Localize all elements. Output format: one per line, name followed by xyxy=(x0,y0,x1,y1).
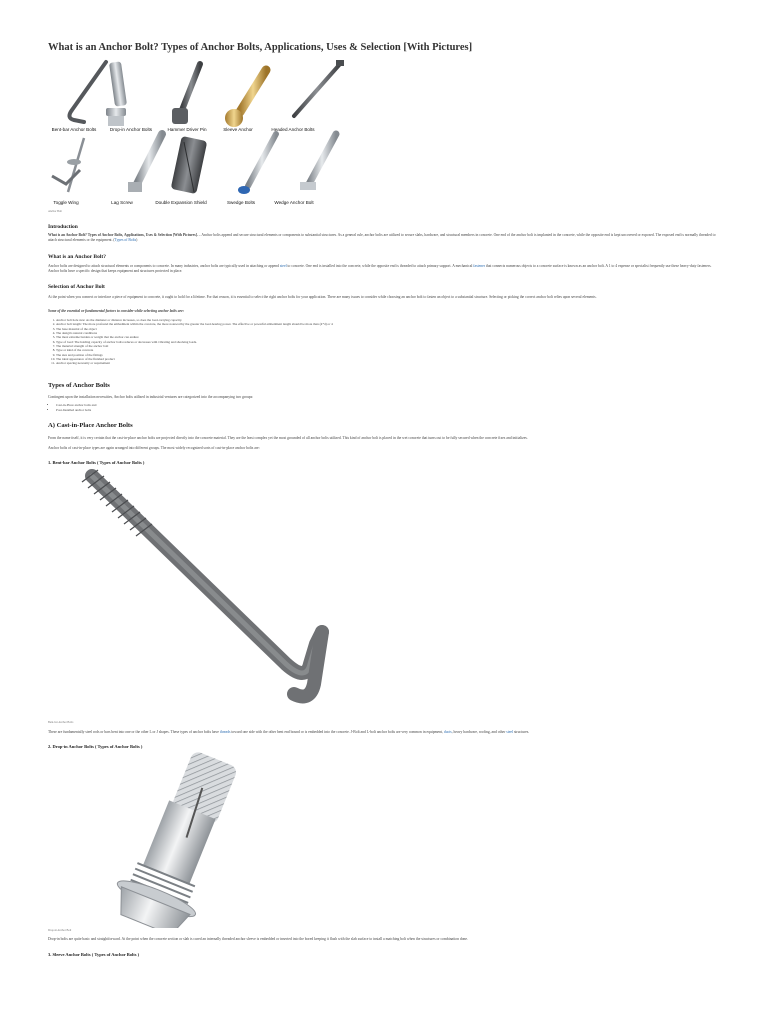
label-double-expansion-shield: Double Expansion Shield xyxy=(155,200,207,205)
list-item: 3. The base material of the object xyxy=(56,327,688,331)
bent-bar-heading: 1. Bent-bar Anchor Bolts ( Types of Anchor Bolts ) xyxy=(48,460,145,465)
bent-bar-text-2: toward one side with the other bent end bound or is embedded into the concrete. J-Bolt and L-bolt anchor bolts are very common in equipment, xyxy=(230,730,444,734)
list-item: 4. The design's natural conditions xyxy=(56,331,688,335)
label-hammer-driver-pin: Hammer Driver Pin xyxy=(167,127,207,132)
cast-in-place-heading: A) Cast-in-Place Anchor Bolts xyxy=(48,422,133,429)
list-item: 2. Anchor bolt length: The more profound the embedment within the concrete, the more noteworthy the greater the load-bearing power. The effective or powerful embedment length should be more than (4*d) or 4 xyxy=(56,322,688,326)
bent-bar-text-1: These are fundamentally steel rods or bars bent into one or the other L or J shapes. These types of anchor bolts have xyxy=(48,730,220,734)
sleeve-heading: 3. Sleeve Anchor Bolts ( Types of Anchor Bolts ) xyxy=(48,952,140,957)
hero-caption: Anchor Bolt xyxy=(48,210,62,213)
what-text-1: Anchor bolts are designed to attach structural elements or components to concrete. In many industries, anchor bolts are typically used in attaching or append xyxy=(48,264,280,268)
wedge-anchor-bolt-icon xyxy=(300,134,336,190)
anchor-bolt-collage xyxy=(44,58,354,210)
drop-in-paragraph: Drop-in bolts are quite basic and straightforward. At the point when the concrete section or slab is cured an internally threaded anchor sleeve is embedded or inserted into the bored keeping it flush with the slab surface to install a matching bolt when the structures or combination done. xyxy=(48,937,468,941)
list-item: • Cast-in-Place anchor bolts and xyxy=(56,403,348,408)
list-item: 11. Anchor spacing necessity or requirement xyxy=(56,361,688,365)
threads-link[interactable]: threads xyxy=(219,730,231,734)
double-expansion-shield-icon xyxy=(171,136,208,194)
label-wedge-anchor-bolt: Wedge Anchor Bolt xyxy=(274,200,314,205)
label-sleeve-anchor: Sleeve Anchor xyxy=(223,127,253,132)
bent-bar-text-3: , heavy hardware, roofing, and other xyxy=(451,730,507,734)
drop-in-anchor-icon xyxy=(106,61,127,126)
what-text-3: that connects numerous objects to a concrete surface is known as an anchor bolt. A 1 to 4 expense or specialist frequently use these heavy-duty fasteners. Anchor bolts have a specific design that keeps equipment and structures protected in place. xyxy=(48,264,712,273)
label-bent-bar-anchor-bolts: Bent-bar Anchor Bolts xyxy=(51,127,97,132)
lag-screw-icon xyxy=(128,134,162,192)
headed-anchor-bolt-icon xyxy=(294,60,344,116)
drop-in-anchor-image xyxy=(48,752,288,928)
types-paragraph: Contingent upon the installation necessities, Anchor bolts utilized in industrial ventures are categorized into the accompanying two groups: xyxy=(48,395,254,399)
what-paragraph xyxy=(48,264,720,274)
factors-list xyxy=(48,318,688,366)
types-of-bolts-link[interactable]: Types of Bolts xyxy=(114,238,137,242)
bent-bar-bolt-icon xyxy=(69,62,106,122)
fastener-link[interactable]: fastener xyxy=(473,264,485,268)
drop-in-caption: Drop-in Anchor Bolt xyxy=(48,929,72,932)
selection-paragraph: At the point when you connect or interface a piece of equipment to concrete, it ought to hold for a lifetime. For that reason, it is essential to select the right anchor bolts for your application. There are many issues to consider while choosing an anchor bolt to fasten an object to a substantial structure. Selecting or picking the correct anchor bolt relies upon several elements. xyxy=(48,295,597,299)
toggle-wing-icon xyxy=(52,138,84,192)
steel-link[interactable]: steel xyxy=(279,264,287,268)
sleeve-anchor-icon xyxy=(225,70,266,127)
cast-in-place-paragraph-2: Anchor bolts of cast-in-place types are again arranged into different groups. The most widely recognized sorts of cast-in-place anchor bolts are: xyxy=(48,446,260,450)
factors-list-wrap xyxy=(48,318,688,366)
groups-list-wrap xyxy=(48,403,348,412)
bent-bar-bolt-image xyxy=(48,468,348,718)
what-text-2: to concrete. One end is installed into the concrete, while the opposite end is threaded to attach primary support. A mechanical xyxy=(286,264,474,268)
label-toggle-wing: Toggle Wing xyxy=(53,200,79,205)
label-headed-anchor-bolts: Headed Anchor Bolts xyxy=(271,127,315,132)
intro-paragraph xyxy=(48,233,720,243)
hammer-driver-pin-icon xyxy=(172,64,200,124)
intro-heading: Introduction xyxy=(48,224,78,230)
drop-in-heading: 2. Drop-in Anchor Bolts ( Types of Anchor Bolts ) xyxy=(48,744,143,749)
label-drop-in-anchor-bolts: Drop-in Anchor Bolts xyxy=(109,127,153,132)
cast-in-place-paragraph-1: From the name itself, it is very certain that the cast-in-place anchor bolts are projected directly into the concrete material. They are the least complex yet the most grounded of all anchor bolts utilized. This kind of anchor bolt is placed in the wet concrete that turns out to be fully secured when the concrete fixes and initializes. xyxy=(48,436,528,440)
bent-bar-caption: Bent-bar Anchor Bolts xyxy=(48,721,74,724)
intro-lead: What is an Anchor Bolt? Types of Anchor Bolts, Applications, Uses & Selection [With Pictures]. xyxy=(48,233,198,237)
list-item: 10. The ideal appearance of the finished product xyxy=(56,357,688,361)
bent-bar-paragraph xyxy=(48,730,720,735)
factors-heading: Some of the essential or fundamental factors to consider while selecting anchor bolts are: xyxy=(48,309,184,313)
label-lag-screw: Lag Screw xyxy=(111,200,133,205)
intro-tail: ) xyxy=(136,238,138,242)
list-item: 1. Anchor bolt hole size: As the diameter or distance increases, so does the load-carrying capacity. xyxy=(56,318,688,322)
list-item: 8. Type or kind of the concrete xyxy=(56,348,688,352)
list-item: 6. Type of load: The holding capacity of anchor bolts reduces or decreases with vibrating and shocking loads. xyxy=(56,340,688,344)
ducts-link[interactable]: ducts xyxy=(443,730,452,734)
list-item: 5. The most extreme burden or weight that the anchor can endure xyxy=(56,335,688,339)
steel-structures-link[interactable]: steel xyxy=(506,730,514,734)
list-item: • Post-Installed anchor bolts xyxy=(56,408,348,413)
list-item: 9. The size and position of the fittings xyxy=(56,353,688,357)
list-item: 7. The material strength of the anchor bolt xyxy=(56,344,688,348)
groups-list xyxy=(48,403,348,412)
intro-text: – Anchor bolts append and secure structural elements or components to substantial structures. As a general rule, anchor bolts are utilized to secure slabs, hardware, and structural members in concrete. One end of the anchor bolt is implanted in the concrete, while the opposite end is kept uncovered or exposed. The exposed end is normally threaded to attach structural elements or the equipment. ( xyxy=(48,233,716,242)
selection-heading: Selection of Anchor Bolt xyxy=(48,284,105,290)
page-title: What is an Anchor Bolt? Types of Anchor Bolts, Applications, Uses & Selection [With Pictures] xyxy=(48,42,473,53)
bent-bar-text-4: structures. xyxy=(513,730,530,734)
what-heading: What is an Anchor Bolt? xyxy=(48,254,106,260)
label-swedge-bolts: Swedge Bolts xyxy=(226,200,256,205)
swedge-bolt-icon xyxy=(238,134,276,194)
types-heading: Types of Anchor Bolts xyxy=(48,382,110,389)
